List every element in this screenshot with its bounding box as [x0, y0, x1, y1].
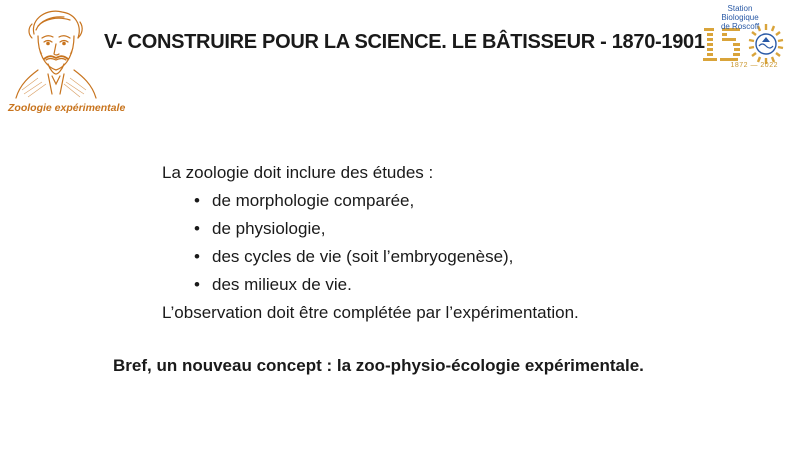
bullet-icon: • — [194, 247, 200, 266]
logo-name-line1: Station Biologique — [721, 4, 759, 22]
outro-text: L’observation doit être complétée par l’expérimentation. — [162, 303, 579, 322]
list-item — [194, 271, 579, 299]
bullet-icon: • — [194, 275, 200, 294]
list-item — [194, 187, 579, 215]
study-list — [162, 187, 579, 299]
list-item-text: de physiologie, — [212, 219, 326, 238]
bullet-icon: • — [194, 191, 200, 210]
portrait-caption: Zoologie expérimentale — [8, 102, 126, 114]
conclusion-text: Bref, un nouveau concept : la zoo-physio-écologie expérimentale. — [113, 356, 644, 375]
portrait-illustration — [8, 4, 100, 100]
list-item-text: des cycles de vie (soit l’embryogenèse), — [212, 247, 514, 266]
intro-text: La zoologie doit inclure des études : — [162, 163, 434, 182]
slide-title: V- CONSTRUIRE POUR LA SCIENCE. LE BÂTISSEUR - 1870-1901 — [104, 31, 705, 53]
logo-name — [710, 4, 770, 31]
list-item — [194, 215, 579, 243]
list-item-text: des milieux de vie. — [212, 275, 352, 294]
bullet-icon: • — [194, 219, 200, 238]
logo-years: 1872 — 2022 — [730, 62, 778, 69]
list-item — [194, 243, 579, 271]
list-item-text: de morphologie comparée, — [212, 191, 415, 210]
logo-name-line2: de Roscoff — [720, 22, 760, 31]
content-block — [162, 159, 579, 327]
